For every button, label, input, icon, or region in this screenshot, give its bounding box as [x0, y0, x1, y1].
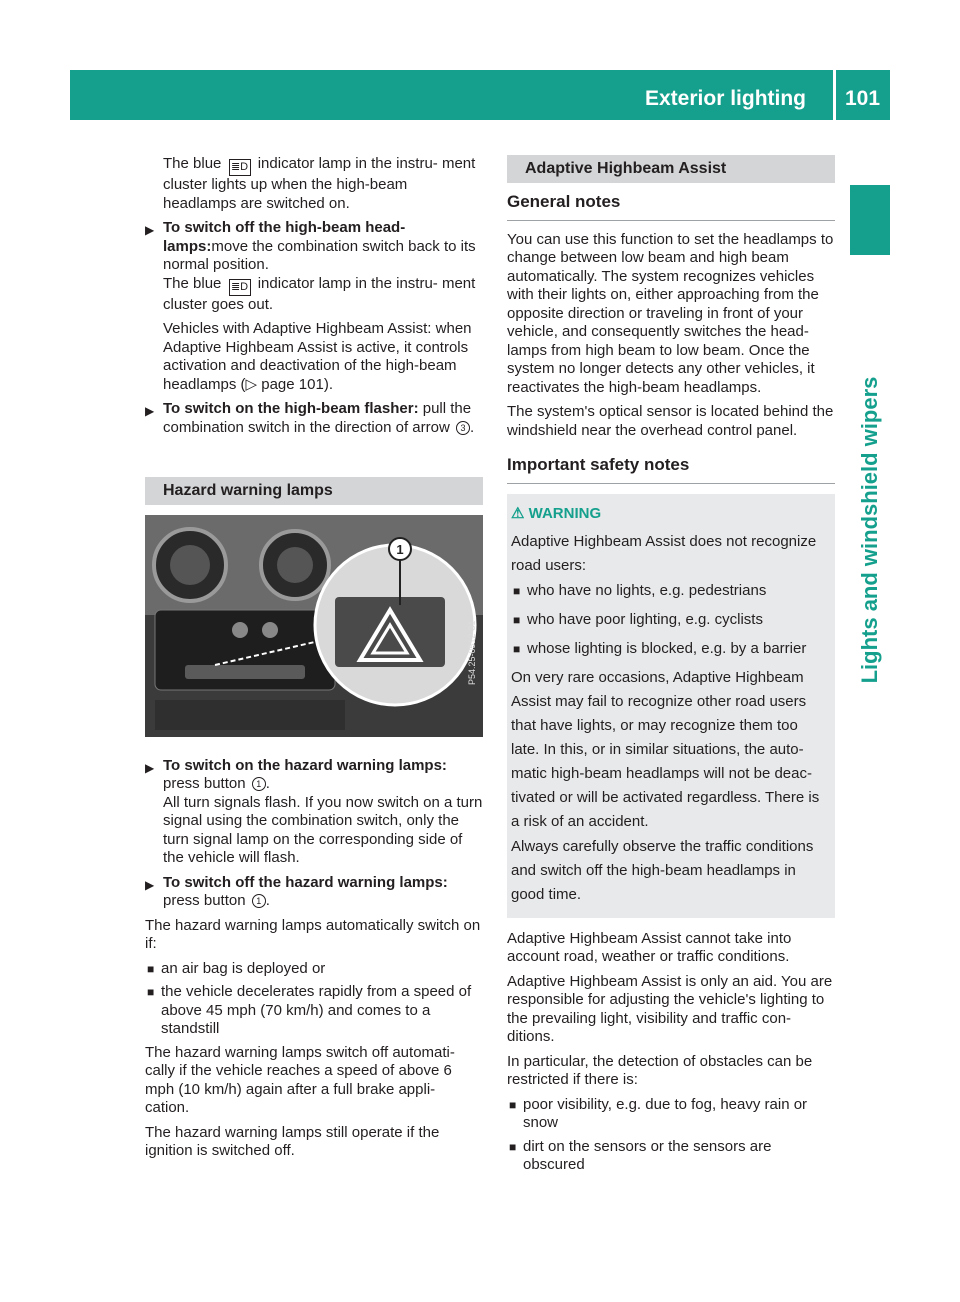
auto-off-text: The hazard warning lamps switch off automati- cally if the vehicle reaches a speed of above 6 mph (10 km/h) again after a full brake appli- cation. — [145, 1043, 455, 1116]
warning-p2: Always carefully observe the traffic conditions and switch off the high-beam headlamps in good time. — [511, 837, 814, 903]
arrow-bullet-icon: ▶ — [145, 404, 155, 418]
warning-title: ⚠ WARNING — [511, 504, 602, 522]
page-link[interactable]: page 101 — [261, 375, 324, 393]
warning-triangle-icon: ⚠ — [511, 504, 529, 522]
warning-box — [507, 494, 835, 918]
adaptive-note: Vehicles with Adaptive Highbeam Assist: when Adaptive Highbeam Assist is active, it controls activation and deactivation of the high-beam headlamps (▷ page 101). — [163, 320, 472, 393]
list-item: ■ an air bag is deployed or — [147, 959, 326, 977]
list-item: ■ whose lighting is blocked, e.g. by a barrier — [511, 637, 829, 661]
side-tab — [850, 290, 890, 770]
list-item: ■ who have no lights, e.g. pedestrians — [511, 579, 829, 603]
step-hazard-on: ▶ To switch on the hazard warning lamps: press button 1 . All turn signals flash. If you now switch on a turn signal using the combination switch, only the turn signal lamp on the corresponding side of the vehicle will flash. — [145, 756, 483, 866]
arrow-bullet-icon: ▶ — [145, 223, 155, 237]
high-beam-indicator-icon: ≣D — [229, 159, 251, 176]
still-operate-text: The hazard warning lamps still operate if the ignition is switched off. — [145, 1123, 440, 1159]
callout-1-icon: 1 — [252, 777, 266, 791]
bullet-icon: ■ — [147, 961, 155, 976]
page-ref-arrow-icon: ▷ — [245, 375, 262, 393]
list-item: ■ dirt on the sensors or the sensors are obscured — [509, 1137, 772, 1173]
high-beam-indicator-note: The blue ≣D indicator lamp in the instru- ment cluster lights up when the high-beam headlamps are switched on. — [163, 155, 476, 212]
step-switch-off-high-beam: ▶ To switch off the high-beam head- lamps:move the combination switch back to its normal position. The blue ≣D indicator lamp in the instru- ment cluster goes out. Vehicles with Adaptive Highbeam Assist: when Adaptive Highbeam Assist is active, it controls activation and deactivation of the high-beam headlamps (▷ page 101). — [145, 219, 483, 394]
bullet-icon: ■ — [147, 985, 155, 999]
hazard-heading: Hazard warning lamps — [145, 477, 483, 505]
general-p2: The system's optical sensor is located behind the windshield near the overhead control panel. — [507, 403, 834, 439]
adaptive-heading: Adaptive Highbeam Assist — [507, 155, 835, 183]
list-item: ■ the vehicle decelerates rapidly from a speed of above 45 mph (70 km/h) and comes to a standstill — [147, 983, 472, 1037]
bullet-icon: ■ — [513, 583, 521, 598]
high-beam-indicator-icon: ≣D — [229, 279, 251, 296]
arrow-bullet-icon: ▶ — [145, 760, 155, 775]
bullet-icon: ■ — [509, 1097, 517, 1112]
after-p3: In particular, the detection of obstacles can be restricted if there is: — [507, 1052, 813, 1088]
page-section-title: Exterior lighting — [645, 87, 807, 110]
right-column — [507, 155, 835, 1180]
list-item: ■ poor visibility, e.g. due to fog, heavy rain or snow — [509, 1095, 808, 1131]
hazard-button-figure — [145, 515, 483, 737]
header-divider — [833, 70, 836, 120]
step-high-beam-flasher: ▶ To switch on the high-beam flasher: pull the combination switch in the direction of arrow 3 . — [145, 400, 475, 436]
warning-p1: On very rare occasions, Adaptive Highbeam Assist may fail to recognize other road users that have lights, or may recognize them too late. In this, or in similar situations, the auto- matic high-beam headlamps will not be deac- tivated or will be activated regardless. There is a risk of an accident. — [511, 668, 820, 830]
side-tab-label: Lights and windshield wipers — [857, 376, 882, 684]
bullet-icon: ■ — [513, 641, 521, 656]
left-column — [145, 155, 483, 1167]
list-item: ■ who have poor lighting, e.g. cyclists — [511, 608, 829, 632]
figure-code: P54.25-0512-31 — [467, 620, 477, 685]
after-p1: Adaptive Highbeam Assist cannot take into account road, weather or traffic conditions. — [507, 929, 792, 965]
auto-intro: The hazard warning lamps automatically switch on if: — [145, 916, 481, 952]
safety-notes-heading: Important safety notes — [507, 456, 835, 484]
general-notes-heading: General notes — [507, 193, 835, 221]
warning-intro: Adaptive Highbeam Assist does not recognize road users: — [511, 532, 817, 574]
general-p1: You can use this function to set the headlamps to change between low beam and high beam automatically. The system recognizes vehicles with their lights on, either approaching from the opposite direction or traveling in front of your vehicle, and consequently switches the head- lamps from high beam to low beam. Once the system no longer detects any other vehicles, it reactivates the high-beam headlamps. — [507, 230, 834, 396]
after-p2: Adaptive Highbeam Assist is only an aid. You are responsible for adjusting the vehicle's lighting to the prevailing light, visibility and traffic con- ditions. — [507, 972, 833, 1045]
callout-3-icon: 3 — [456, 421, 470, 435]
bullet-icon: ■ — [513, 612, 521, 627]
arrow-bullet-icon: ▶ — [145, 877, 155, 892]
callout-1-icon: 1 — [252, 894, 266, 908]
page-number: 101 — [845, 87, 881, 110]
bullet-icon: ■ — [509, 1139, 517, 1154]
figure-callout-1: 1 — [396, 542, 404, 557]
side-tab-marker — [850, 185, 890, 255]
step-hazard-off: ▶ To switch off the hazard warning lamps: press button 1 . — [145, 873, 448, 909]
